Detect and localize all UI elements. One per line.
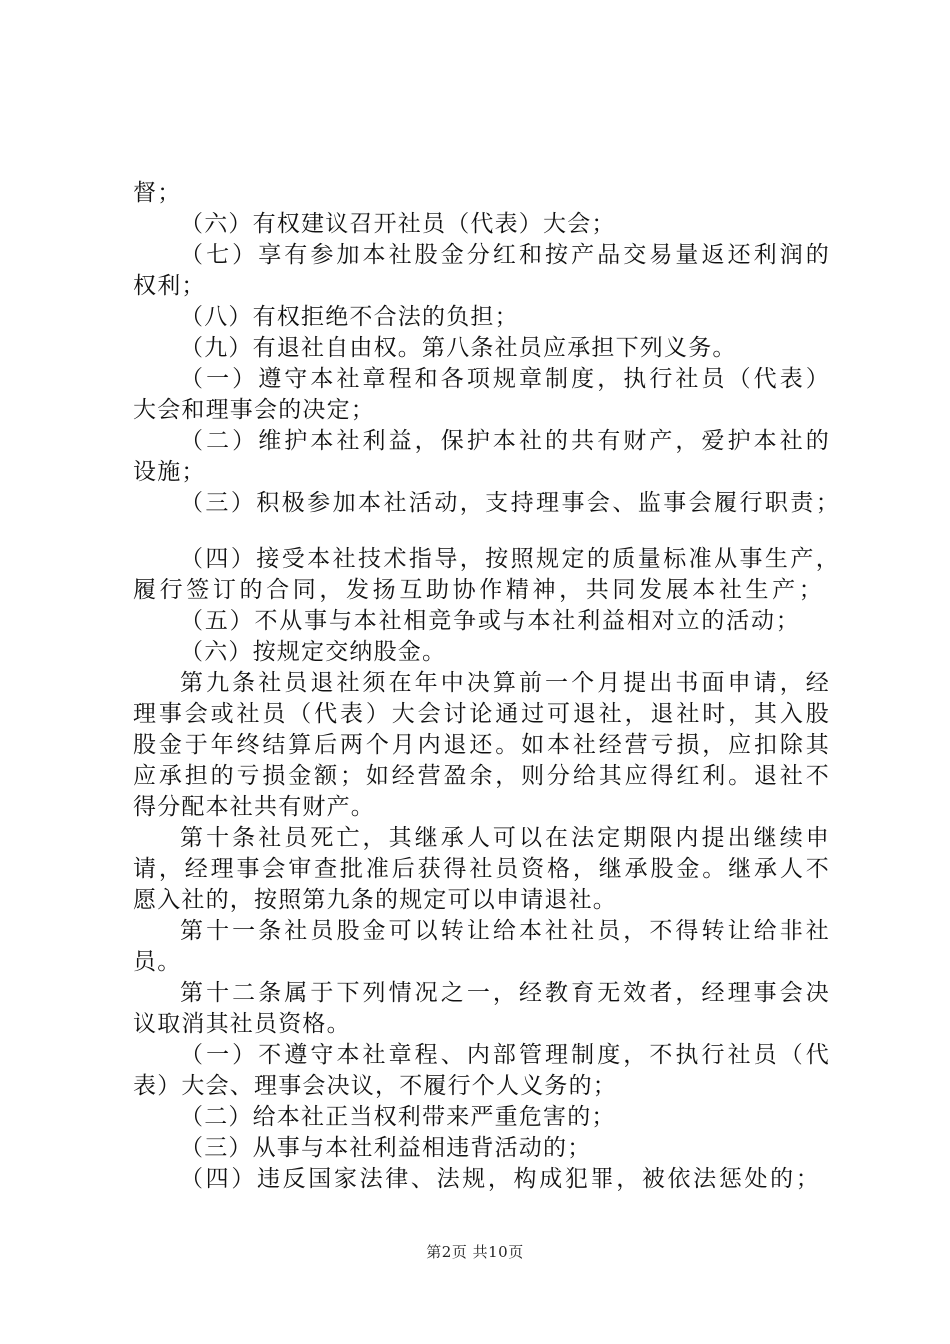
text-line: （九）有退社自由权。第八条社员应承担下列义务。 (180, 335, 737, 361)
text-line: （五）不从事与本社相竞争或与本社利益相对立的活动； (180, 608, 800, 634)
page-footer: 第2页 共10页 (426, 1243, 524, 1261)
text-line: 大会和理事会的决定； (133, 397, 375, 423)
text-line: 得分配本社共有财产。 (133, 794, 375, 820)
text-line: （六）按规定交纳股金。 (180, 639, 447, 665)
text-line: 设施； (133, 459, 206, 485)
text-line: （二）维护本社利益，保护本社的共有财产，爱护本社的 (180, 428, 830, 454)
text-line: （四）违反国家法律、法规，构成犯罪，被依法惩处的； (180, 1166, 820, 1192)
text-line: （七）享有参加本社股金分红和按产品交易量返还利润的 (180, 242, 830, 268)
text-line: 愿入社的，按照第九条的规定可以申请退社。 (133, 887, 617, 913)
text-line: 股金于年终结算后两个月内退还。如本社经营亏损，应扣除其 (133, 732, 830, 758)
text-line: 第九条社员退社须在年中决算前一个月提出书面申请，经 (180, 670, 830, 696)
text-line: （六）有权建议召开社员（代表）大会； (180, 211, 616, 237)
text-line: （八）有权拒绝不合法的负担； (180, 304, 519, 330)
text-line: 表）大会、理事会决议，不履行个人义务的； (133, 1073, 617, 1099)
text-line: 理事会或社员（代表）大会讨论通过可退社，退社时，其入股 (133, 701, 830, 727)
text-line: 第十一条社员股金可以转让给本社社员，不得转让给非社 (180, 918, 830, 944)
text-line: 第十二条属于下列情况之一，经教育无效者，经理事会决 (180, 980, 830, 1006)
text-line: （三）从事与本社利益相违背活动的； (180, 1135, 592, 1161)
text-line: （三）积极参加本社活动，支持理事会、监事会履行职责； (180, 490, 840, 516)
text-line: 督； (133, 180, 182, 206)
text-line: 请，经理事会审查批准后获得社员资格，继承股金。继承人不 (133, 856, 830, 882)
text-line: 员。 (133, 949, 182, 975)
text-line: （一）不遵守本社章程、内部管理制度，不执行社员（代 (180, 1042, 830, 1068)
text-line: 议取消其社员资格。 (133, 1011, 351, 1037)
text-line: （四）接受本社技术指导，按照规定的质量标准从事生产， (180, 546, 840, 572)
text-line: （一）遵守本社章程和各项规章制度，执行社员（代表） (180, 366, 830, 392)
text-line: （二）给本社正当权利带来严重危害的； (180, 1104, 616, 1130)
text-line: 权利； (133, 273, 206, 299)
text-line: 应承担的亏损金额；如经营盈余，则分给其应得红利。退社不 (133, 763, 830, 789)
text-line: 履行签订的合同，发扬互助协作精神，共同发展本社生产； (133, 577, 823, 603)
text-line: 第十条社员死亡，其继承人可以在法定期限内提出继续申 (180, 825, 830, 851)
